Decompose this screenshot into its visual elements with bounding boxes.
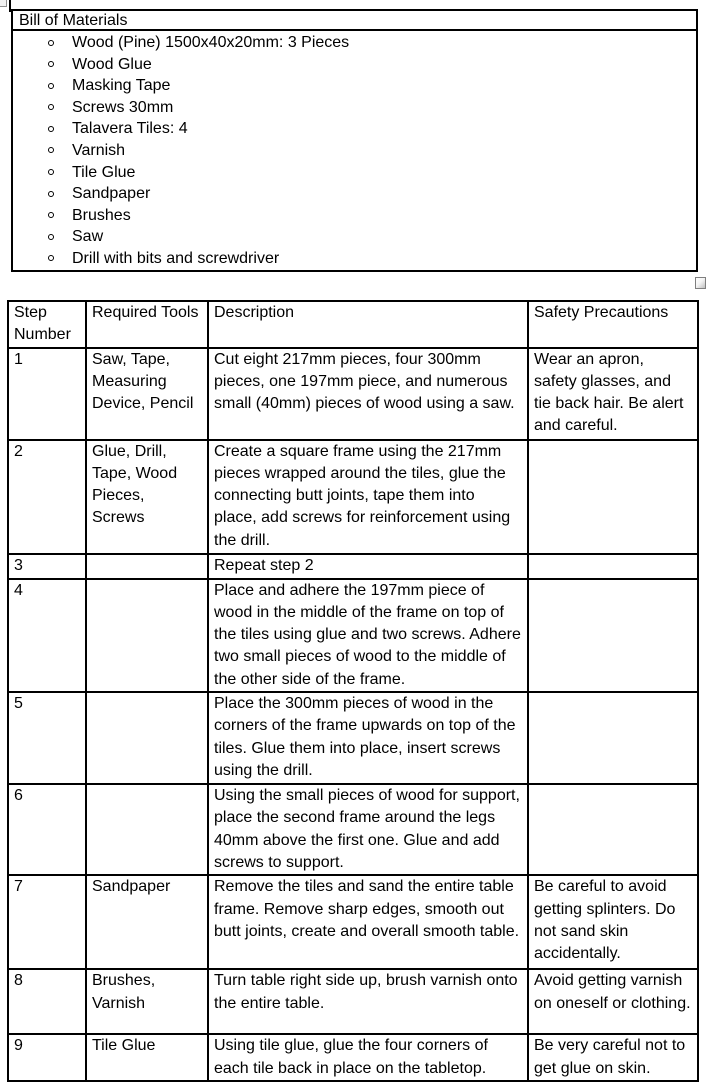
cell-description: Using tile glue, glue the four corners of each tile back in place on the tabletop.	[208, 1034, 528, 1081]
cell-step-number: 4	[8, 579, 86, 692]
cell-step-number: 5	[8, 692, 86, 784]
cell-required-tools	[86, 554, 208, 579]
materials-list-item	[13, 97, 696, 119]
cell-safety-precautions: Wear an apron, safety glasses, and tie back hair. Be alert and careful.	[528, 348, 698, 440]
materials-item-label: Brushes	[72, 206, 131, 224]
materials-item-label: Varnish	[72, 141, 126, 159]
col-header-step-number: Step Number	[8, 301, 86, 348]
cell-required-tools	[86, 579, 208, 692]
cell-description: Create a square frame using the 217mm pieces wrapped around the tiles, glue the connecting butt joints, tape them into place, add screws for reinforcement using the drill.	[208, 440, 528, 554]
steps-table-row	[8, 969, 698, 1034]
cell-description: Using the small pieces of wood for support, place the second frame around the legs 40mm above the first one. Glue and add screws to support.	[208, 784, 528, 875]
steps-table-row	[8, 348, 698, 440]
cell-safety-precautions	[528, 554, 698, 579]
steps-table-row	[8, 875, 698, 969]
circle-bullet-icon	[48, 169, 54, 175]
table-move-handle-icon[interactable]	[0, 0, 7, 7]
materials-item-label: Talavera Tiles: 4	[72, 120, 188, 138]
cell-safety-precautions	[528, 579, 698, 692]
materials-item-label: Sandpaper	[72, 185, 151, 203]
col-header-description: Description	[208, 301, 528, 348]
circle-bullet-icon	[48, 234, 54, 240]
cell-safety-precautions: Avoid getting varnish on oneself or clothing.	[528, 969, 698, 1034]
materials-list-item	[13, 183, 696, 205]
steps-table-row	[8, 1034, 698, 1081]
cell-step-number: 3	[8, 554, 86, 579]
cell-description: Place the 300mm pieces of wood in the corners of the frame upwards on top of the tiles. Glue them into place, insert screws using the drill.	[208, 692, 528, 784]
cell-required-tools: Tile Glue	[86, 1034, 208, 1081]
col-header-required-tools: Required Tools	[86, 301, 208, 348]
steps-table-row	[8, 554, 698, 579]
bill-of-materials-list	[13, 31, 696, 270]
cell-required-tools	[86, 784, 208, 875]
materials-list-item	[13, 226, 696, 248]
steps-table-header	[8, 301, 698, 348]
materials-list-item	[13, 162, 696, 184]
cell-step-number: 8	[8, 969, 86, 1034]
cell-required-tools: Glue, Drill, Tape, Wood Pieces, Screws	[86, 440, 208, 554]
cell-safety-precautions	[528, 440, 698, 554]
cell-description: Turn table right side up, brush varnish onto the entire table.	[208, 969, 528, 1034]
steps-table-body	[8, 348, 698, 1081]
materials-item-label: Wood Glue	[72, 55, 152, 73]
cell-step-number: 1	[8, 348, 86, 440]
cell-required-tools: Brushes, Varnish	[86, 969, 208, 1034]
materials-item-label: Tile Glue	[72, 163, 136, 181]
materials-list-item	[13, 205, 696, 227]
cell-step-number: 7	[8, 875, 86, 969]
col-header-safety-precautions: Safety Precautions	[528, 301, 698, 348]
cell-step-number: 6	[8, 784, 86, 875]
cell-description: Place and adhere the 197mm piece of wood in the middle of the frame on top of the tiles using glue and two screws. Adhere two small pieces of wood to the middle of the other side of the frame.	[208, 579, 528, 692]
materials-item-label: Drill with bits and screwdriver	[72, 249, 280, 267]
cell-required-tools	[86, 692, 208, 784]
table-resize-handle-icon[interactable]	[695, 277, 706, 289]
circle-bullet-icon	[48, 126, 54, 132]
circle-bullet-icon	[48, 147, 54, 153]
materials-item-label: Wood (Pine) 1500x40x20mm: 3 Pieces	[72, 34, 350, 51]
cell-step-number: 9	[8, 1034, 86, 1081]
header-row	[8, 301, 698, 348]
materials-list-item	[13, 75, 696, 97]
circle-bullet-icon	[48, 40, 54, 46]
steps-table-row	[8, 784, 698, 875]
circle-bullet-icon	[48, 255, 54, 261]
materials-list-item	[13, 54, 696, 76]
cell-required-tools: Saw, Tape, Measuring Device, Pencil	[86, 348, 208, 440]
cell-safety-precautions	[528, 784, 698, 875]
bill-of-materials-table	[11, 9, 698, 272]
cell-safety-precautions	[528, 692, 698, 784]
steps-table-row	[8, 692, 698, 784]
materials-list-item	[13, 248, 696, 270]
materials-item-label: Masking Tape	[72, 77, 171, 95]
materials-list-item	[13, 118, 696, 140]
cell-description: Cut eight 217mm pieces, four 300mm pieces, one 197mm piece, and numerous small (40mm) pieces of wood using a saw.	[208, 348, 528, 440]
circle-bullet-icon	[48, 83, 54, 89]
circle-bullet-icon	[48, 61, 54, 67]
cell-required-tools: Sandpaper	[86, 875, 208, 969]
steps-table-row	[8, 579, 698, 692]
circle-bullet-icon	[48, 212, 54, 218]
circle-bullet-icon	[48, 104, 54, 110]
cell-safety-precautions: Be careful to avoid getting splinters. Do not sand skin accidentally.	[528, 875, 698, 969]
materials-item-label: Screws 30mm	[72, 98, 174, 116]
bill-of-materials-title: Bill of Materials	[13, 11, 696, 31]
cell-safety-precautions: Be very careful not to get glue on skin.	[528, 1034, 698, 1081]
steps-table-row	[8, 440, 698, 554]
circle-bullet-icon	[48, 191, 54, 197]
cell-step-number: 2	[8, 440, 86, 554]
materials-item-label: Saw	[72, 228, 104, 246]
cell-description: Repeat step 2	[208, 554, 528, 579]
cell-description: Remove the tiles and sand the entire table frame. Remove sharp edges, smooth out butt joints, create and overall smooth table.	[208, 875, 528, 969]
materials-list-item	[13, 32, 696, 54]
steps-table	[7, 300, 699, 1082]
materials-list-item	[13, 140, 696, 162]
